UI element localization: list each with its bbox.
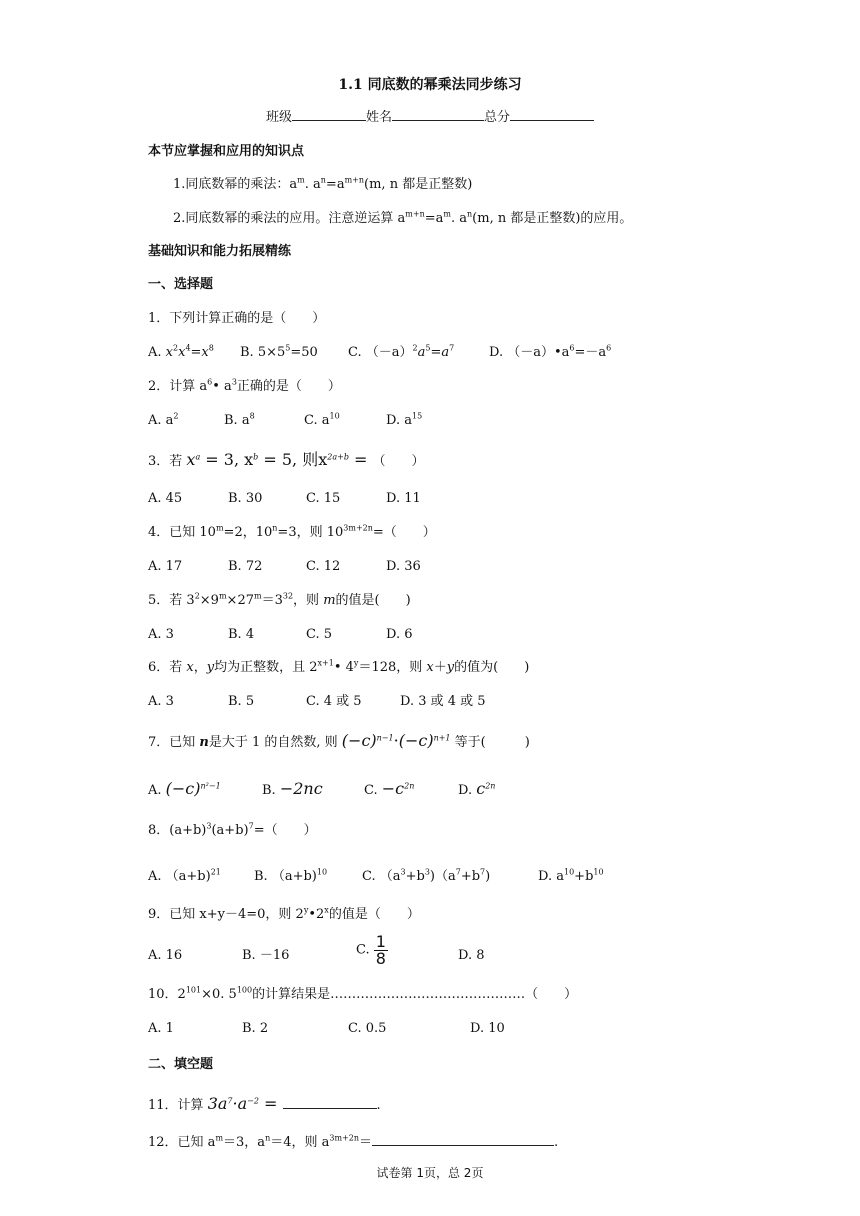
q1d-e1: 6 <box>569 343 575 353</box>
question-3-stem <box>148 451 425 471</box>
q8c-e3: 7 <box>455 867 461 877</box>
q1a-e3: 8 <box>208 343 214 353</box>
question-5-stem <box>148 592 411 610</box>
kp1-suffix: (m, n 都是正整数) <box>364 177 473 192</box>
q8c-m4: ) <box>485 869 491 884</box>
q8a-e: 21 <box>210 867 221 877</box>
q12-pre: 12．已知 a <box>148 1135 216 1150</box>
q2b-exp: 8 <box>249 411 255 421</box>
q10-option-c[interactable]: C. 0.5 <box>348 1021 387 1036</box>
q5-m2: ×9 <box>199 593 219 608</box>
q9-e2: x <box>324 905 329 915</box>
q3-math: x <box>186 450 196 469</box>
q8-post: =（ ） <box>253 823 317 838</box>
q12-post: . <box>554 1135 559 1150</box>
q6-option-a[interactable]: A. 3 <box>148 694 174 709</box>
q3-m4: = <box>348 450 373 469</box>
name-blank[interactable] <box>392 106 484 121</box>
q9-option-a[interactable]: A. 16 <box>148 948 183 963</box>
q6-m2: 均为正整数，且 2 <box>214 660 318 675</box>
q12-e2: n <box>265 1133 271 1143</box>
q2d-label: D. a <box>386 413 412 428</box>
q1c-t3: =a <box>430 345 450 360</box>
q3-m2: = 3, x <box>200 450 254 469</box>
q2c-exp: 10 <box>329 411 340 421</box>
q8-option-b[interactable] <box>254 868 327 886</box>
q8b-label: B. （a+b) <box>254 869 317 884</box>
class-blank[interactable] <box>292 106 366 121</box>
kp1-mid2: =a <box>325 177 345 192</box>
q7-post: 等于( ) <box>450 735 530 750</box>
q1a-t2: x <box>178 345 186 360</box>
q12-m1: ＝3，a <box>223 1135 266 1150</box>
class-label: 班级 <box>265 110 292 125</box>
q7-e2: n+1 <box>433 733 451 743</box>
q11-answer-blank[interactable] <box>283 1095 377 1109</box>
q4-e1: m <box>215 523 224 533</box>
score-blank[interactable] <box>510 106 594 121</box>
q3-pre: 3．若 <box>148 454 187 469</box>
q1b-e1: 5 <box>285 343 291 353</box>
q6-option-c[interactable]: C. 4 或 5 <box>306 694 362 709</box>
q7a-e: n²−1 <box>200 781 221 791</box>
q1-option-c[interactable] <box>348 344 454 362</box>
q1a-e1: 2 <box>173 343 179 353</box>
q1c-t2: a <box>417 345 426 360</box>
q7c-e: 2n <box>404 781 415 791</box>
kp1-sup2: n <box>320 175 326 185</box>
kp2-sup3: n <box>467 209 473 219</box>
q2-option-c[interactable] <box>304 412 340 430</box>
kp2-sup2: m <box>443 209 451 219</box>
q1b-t2: =50 <box>290 345 318 360</box>
q8d-e2: 10 <box>593 867 604 877</box>
q4-option-d[interactable]: D. 36 <box>386 559 421 574</box>
q5-option-a[interactable]: A. 3 <box>148 627 174 642</box>
q11-m2: ·a <box>232 1094 248 1113</box>
kp2-sup1: m+n <box>405 209 425 219</box>
kp2-prefix: 2.同底数幂的乘法的应用。注意逆运算 a <box>173 211 406 226</box>
q3-option-c[interactable]: C. 15 <box>306 491 341 506</box>
q8d-label: D. a <box>538 869 564 884</box>
q1a-label: A. <box>148 345 166 360</box>
q4-pre: 4．已知 10 <box>148 525 216 540</box>
q9-option-d[interactable]: D. 8 <box>458 948 485 963</box>
q8-option-c[interactable] <box>362 868 490 886</box>
q2-option-a[interactable] <box>148 412 179 430</box>
q2d-exp: 15 <box>411 411 423 421</box>
q1d-t2: =－a <box>574 345 607 360</box>
q7c-label: C. <box>364 783 382 798</box>
q8d-m1: +b <box>574 869 594 884</box>
q7-v1: n <box>199 735 209 750</box>
q1c-label: C. （－a） <box>348 345 413 360</box>
q2-post: 正确的是（ ） <box>236 379 341 394</box>
q7a-label: A. <box>148 783 166 798</box>
question-8-stem <box>148 822 317 840</box>
kp2-mid2: . a <box>451 211 468 226</box>
q9c-label: C. <box>356 942 374 958</box>
knowledge-point-2 <box>173 210 632 228</box>
q7-f1: (−c) <box>341 731 377 750</box>
kp1-prefix: 1.同底数幂的乘法：a <box>173 177 298 192</box>
q2-e1: 6 <box>207 377 213 387</box>
q8-e2: 7 <box>248 821 254 831</box>
q11-m1: 3a <box>207 1094 228 1113</box>
q1c-e1: 2 <box>412 343 418 353</box>
q12-answer-blank[interactable] <box>372 1132 554 1146</box>
q8c-m2: )（a <box>429 869 456 884</box>
student-info-row <box>0 106 860 127</box>
q4-e2: n <box>272 523 278 533</box>
q6-post: 的值为( ) <box>454 660 530 675</box>
q8b-e: 10 <box>316 867 328 877</box>
question-4-stem <box>148 524 436 542</box>
q7-dot: · <box>393 731 399 750</box>
q2-option-d[interactable] <box>386 412 422 430</box>
question-12-stem <box>148 1132 558 1152</box>
q5-e4: 32 <box>282 591 294 601</box>
q12-e3: 3m+2n <box>329 1133 359 1143</box>
q8c-label: C. （a <box>362 869 401 884</box>
q9-e1: y <box>303 905 309 915</box>
q10-pre: 10．2 <box>148 987 186 1002</box>
q1c-e3: 7 <box>449 343 455 353</box>
q11-e2: −2 <box>247 1096 259 1106</box>
q6-m4: ＝128，则 <box>358 660 427 675</box>
q11-e1: 7 <box>227 1096 233 1106</box>
q6-pre: 6．若 <box>148 660 187 675</box>
q3-e2: b <box>253 452 259 462</box>
q1-option-d[interactable] <box>489 344 611 362</box>
question-11-stem <box>148 1095 381 1115</box>
q5-e2: m <box>218 591 227 601</box>
q7-option-d[interactable] <box>458 780 495 800</box>
q9c-den: 8 <box>375 949 386 968</box>
q5-m4: ＝3 <box>261 593 283 608</box>
q6-v2: y <box>206 660 215 675</box>
q11-post: . <box>376 1098 381 1113</box>
q7d-label: D. <box>458 783 477 798</box>
q1b-label: B. 5×5 <box>240 345 286 360</box>
q7a-t: (−c) <box>165 779 201 798</box>
q5-option-c[interactable]: C. 5 <box>306 627 333 642</box>
q9-pre: 9．已知 x+y－4=0，则 2 <box>148 907 304 922</box>
q1c-e2: 5 <box>425 343 431 353</box>
q9c-num: 1 <box>375 932 386 951</box>
section-basic-heading: 基础知识和能力拓展精练 <box>148 244 292 259</box>
q7-f2: (−c) <box>398 731 434 750</box>
q5-m5: ，则 <box>293 593 324 608</box>
q7-option-c[interactable] <box>364 780 414 800</box>
q5-post: 的值是( ) <box>335 593 411 608</box>
q5-option-b[interactable]: B. 4 <box>228 627 255 642</box>
q6-v1: x <box>186 660 194 675</box>
q7b-t: −2nc <box>279 779 323 798</box>
q8-pre: 8．(a+b) <box>148 823 207 838</box>
q8c-m1: +b <box>405 869 425 884</box>
q5-pre: 5．若 3 <box>148 593 195 608</box>
q3-option-d[interactable]: D. 11 <box>386 491 421 506</box>
q9-m1: •2 <box>308 907 325 922</box>
q6-m3: • 4 <box>333 660 354 675</box>
q2-pre: 2．计算 a <box>148 379 208 394</box>
q10-option-d[interactable]: D. 10 <box>470 1021 505 1036</box>
q8a-label: A. （a+b) <box>148 869 211 884</box>
q3-option-b[interactable]: B. 30 <box>228 491 263 506</box>
kp2-mid1: =a <box>424 211 444 226</box>
q3-option-a[interactable]: A. 45 <box>148 491 183 506</box>
q8d-e1: 10 <box>563 867 575 877</box>
kp1-sup1: m <box>297 175 305 185</box>
q7-option-b[interactable] <box>262 780 323 800</box>
q9-option-b[interactable]: B. －16 <box>242 948 290 963</box>
q10-option-a[interactable]: A. 1 <box>148 1021 174 1036</box>
q7d-e: 2n <box>485 781 496 791</box>
q10-m1: ×0. 5 <box>201 987 237 1002</box>
kp2-suffix: (m, n 都是正整数)的应用。 <box>472 211 633 226</box>
q7-e1: n−1 <box>376 733 394 743</box>
q8-option-d[interactable] <box>538 868 604 886</box>
q6-option-d[interactable]: D. 3 或 4 或 5 <box>400 694 486 709</box>
q3-post: （ ） <box>372 454 425 469</box>
q3-m3: = 5, 则x <box>258 450 328 469</box>
q11-pre: 11．计算 <box>148 1098 208 1113</box>
q1a-e2: 4 <box>185 343 191 353</box>
question-2-stem <box>148 378 341 396</box>
q6-v3: x <box>426 660 434 675</box>
page-footer: 试卷第 1页，总 2页 <box>376 1166 484 1180</box>
question-9-stem <box>148 906 420 924</box>
q2c-label: C. a <box>304 413 330 428</box>
q10-option-b[interactable]: B. 2 <box>242 1021 269 1036</box>
q6-e1: x+1 <box>317 658 334 668</box>
q10-e1: 101 <box>185 985 202 995</box>
q2a-label: A. a <box>148 413 174 428</box>
score-label: 总分 <box>484 110 511 125</box>
knowledge-heading: 本节应掌握和应用的知识点 <box>148 144 305 159</box>
q5-m3: ×27 <box>226 593 254 608</box>
q9-option-c[interactable] <box>356 934 388 967</box>
q4-m3: =3，则 10 <box>277 525 344 540</box>
q4-option-a[interactable]: A. 17 <box>148 559 183 574</box>
q12-e1: m <box>215 1133 224 1143</box>
question-10-stem <box>148 986 577 1004</box>
question-1-stem: 1．下列计算正确的是（ ） <box>148 311 326 326</box>
q3-e1: a <box>195 452 201 462</box>
q7-pre: 7．已知 <box>148 735 200 750</box>
q2a-exp: 2 <box>173 411 179 421</box>
page-title: 1.1 同底数的幂乘法同步练习 <box>338 77 522 93</box>
q2-mid: • a <box>212 379 232 394</box>
q6-m1: ， <box>193 660 207 675</box>
q6-option-b[interactable]: B. 5 <box>228 694 255 709</box>
q9c-fraction <box>374 934 388 967</box>
q1a-t1: x <box>165 345 173 360</box>
question-6-stem <box>148 659 529 677</box>
q7d-t: c <box>476 779 486 798</box>
q8c-m3: +b <box>460 869 481 884</box>
q8-option-a[interactable] <box>148 868 221 886</box>
q1d-label: D. （－a）•a <box>489 345 570 360</box>
q8c-e1: 3 <box>400 867 406 877</box>
q8c-e2: 3 <box>424 867 430 877</box>
q12-m3: ＝ <box>359 1135 373 1150</box>
q6-m5: ＋ <box>433 660 447 675</box>
q1-option-b[interactable] <box>240 344 318 362</box>
q7b-label: B. <box>262 783 280 798</box>
q1-option-a[interactable] <box>148 344 214 362</box>
q9-post: 的值是（ ） <box>328 907 420 922</box>
q8c-e4: 7 <box>480 867 486 877</box>
knowledge-point-1 <box>173 176 472 194</box>
q5-e3: m <box>253 591 262 601</box>
q5-option-d[interactable]: D. 6 <box>386 627 413 642</box>
q7c-t: −c <box>381 779 405 798</box>
q3-e3: 2a+b <box>327 452 349 462</box>
section-choice-heading: 一、选择题 <box>148 277 214 292</box>
q2-option-b[interactable] <box>224 412 255 430</box>
question-7-stem <box>148 732 530 752</box>
kp1-mid1: . a <box>304 177 321 192</box>
q5-e1: 2 <box>194 591 200 601</box>
q1a-t3: =x <box>190 345 209 360</box>
q12-m2: ＝4，则 a <box>270 1135 330 1150</box>
q7-option-a[interactable] <box>148 780 221 800</box>
q6-v4: y <box>446 660 455 675</box>
q10-post: 的计算结果是………………………………………（ ） <box>252 987 578 1002</box>
q8-m1: (a+b) <box>211 823 249 838</box>
q5-var: m <box>323 593 336 608</box>
kp1-sup3: m+n <box>344 175 365 185</box>
q2b-label: B. a <box>224 413 250 428</box>
q1d-e2: 6 <box>606 343 612 353</box>
q2-e2: 3 <box>231 377 237 387</box>
q4-e3: 3m+2n <box>343 523 373 533</box>
q6-e2: y <box>353 658 359 668</box>
q4-post: =（ ） <box>372 525 436 540</box>
q4-m2: =2，10 <box>223 525 273 540</box>
q7-m1: 是大于 1 的自然数, 则 <box>208 735 342 750</box>
q4-option-b[interactable]: B. 72 <box>228 559 263 574</box>
q11-m3: = <box>258 1094 283 1113</box>
q8-e1: 3 <box>206 821 212 831</box>
q4-option-c[interactable]: C. 12 <box>306 559 341 574</box>
name-label: 姓名 <box>365 110 392 125</box>
section-fill-heading: 二、填空题 <box>148 1057 214 1072</box>
q10-e2: 100 <box>236 985 253 995</box>
